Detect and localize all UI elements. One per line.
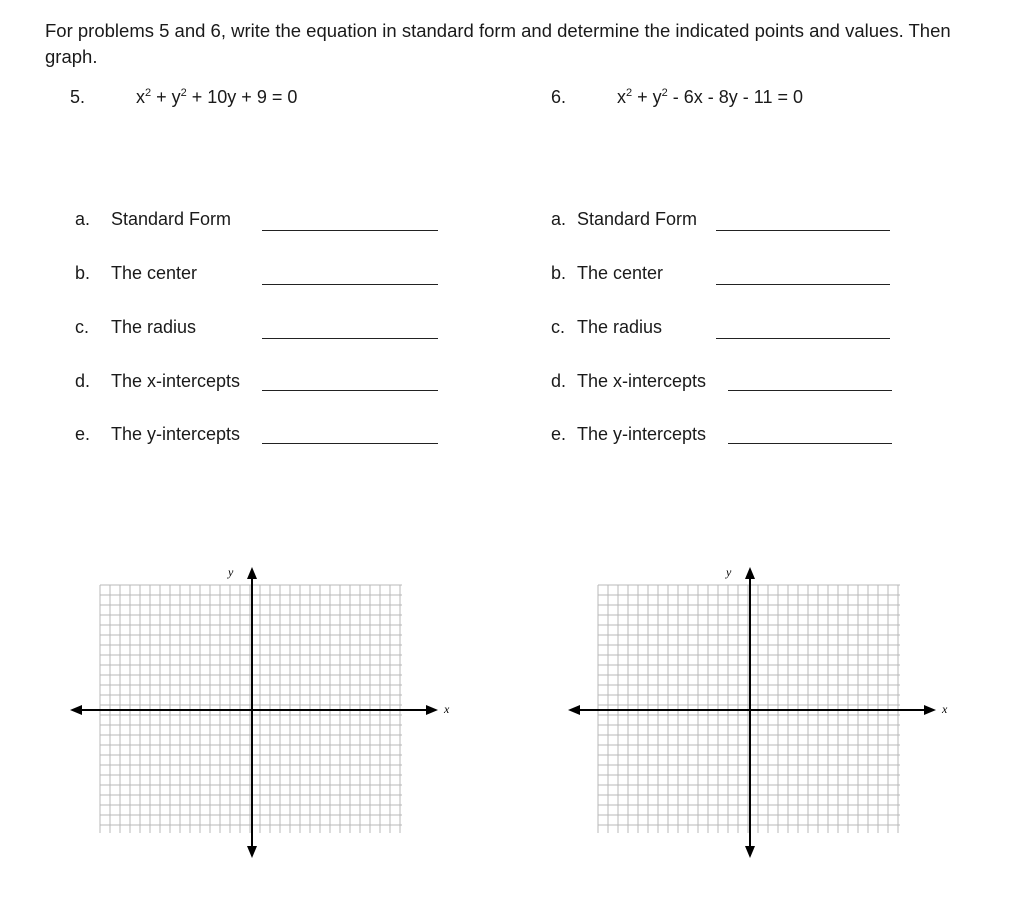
part-label: The y-intercepts (577, 424, 707, 444)
part-label: Standard Form (577, 209, 698, 229)
problem-5-equation: $x^2 + y^2 + 10y + 9 = 0$ (136, 87, 298, 107)
y-axis (247, 567, 257, 858)
answer-blank-y-intercepts[interactable] (262, 443, 438, 444)
part-label: The y-intercepts (111, 424, 241, 444)
x-axis-left-arrow-icon (568, 705, 580, 715)
part-letter: c. (551, 317, 566, 337)
answer-blank-radius[interactable] (262, 338, 438, 339)
y-axis-bottom-arrow-icon (745, 846, 755, 858)
problem-6-number: 6. (551, 87, 567, 107)
y-axis-top-arrow-icon (247, 567, 257, 579)
part-letter: d. (75, 371, 91, 391)
answer-blank-x-intercepts[interactable] (728, 390, 892, 391)
x-axis-label: x (444, 702, 450, 716)
part-label: The x-intercepts (577, 371, 707, 391)
answer-blank-standard-form[interactable] (716, 230, 890, 231)
part-letter: e. (75, 424, 91, 444)
x-axis-right-arrow-icon (924, 705, 936, 715)
problem-6-equation: $x^2 + y^2 - 6x - 8y - 11 = 0$ (617, 87, 803, 107)
part-label: The x-intercepts (111, 371, 241, 391)
part-letter: c. (75, 317, 90, 337)
part-letter: a. (75, 209, 91, 229)
part-letter: d. (551, 371, 567, 391)
x-axis (70, 705, 438, 715)
answer-blank-center[interactable] (716, 284, 890, 285)
answer-blank-standard-form[interactable] (262, 230, 438, 231)
part-label: The center (111, 263, 198, 283)
x-axis (568, 705, 936, 715)
problem-5-number: 5. (70, 87, 86, 107)
y-axis-label: y (726, 565, 732, 579)
y-axis-bottom-arrow-icon (247, 846, 257, 858)
part-letter: e. (551, 424, 567, 444)
answer-blank-y-intercepts[interactable] (728, 443, 892, 444)
y-axis-top-arrow-icon (745, 567, 755, 579)
instructions: For problems 5 and 6, write the equation in standard form and determine the indicated points and values. Then graph. (45, 20, 951, 67)
x-axis-left-arrow-icon (70, 705, 82, 715)
part-label: The radius (111, 317, 197, 337)
answer-blank-radius[interactable] (716, 338, 890, 339)
part-label: Standard Form (111, 209, 232, 229)
x-axis-right-arrow-icon (426, 705, 438, 715)
answer-blank-center[interactable] (262, 284, 438, 285)
y-axis-label: y (228, 565, 234, 579)
coordinate-grid-problem-6[interactable] (558, 555, 958, 865)
part-label: The radius (577, 317, 663, 337)
x-axis-label: x (942, 702, 948, 716)
y-axis (745, 567, 755, 858)
coordinate-grid-problem-5[interactable] (60, 555, 460, 865)
answer-blank-x-intercepts[interactable] (262, 390, 438, 391)
part-letter: b. (551, 263, 567, 283)
part-letter: a. (551, 209, 567, 229)
part-label: The center (577, 263, 664, 283)
part-letter: b. (75, 263, 91, 283)
